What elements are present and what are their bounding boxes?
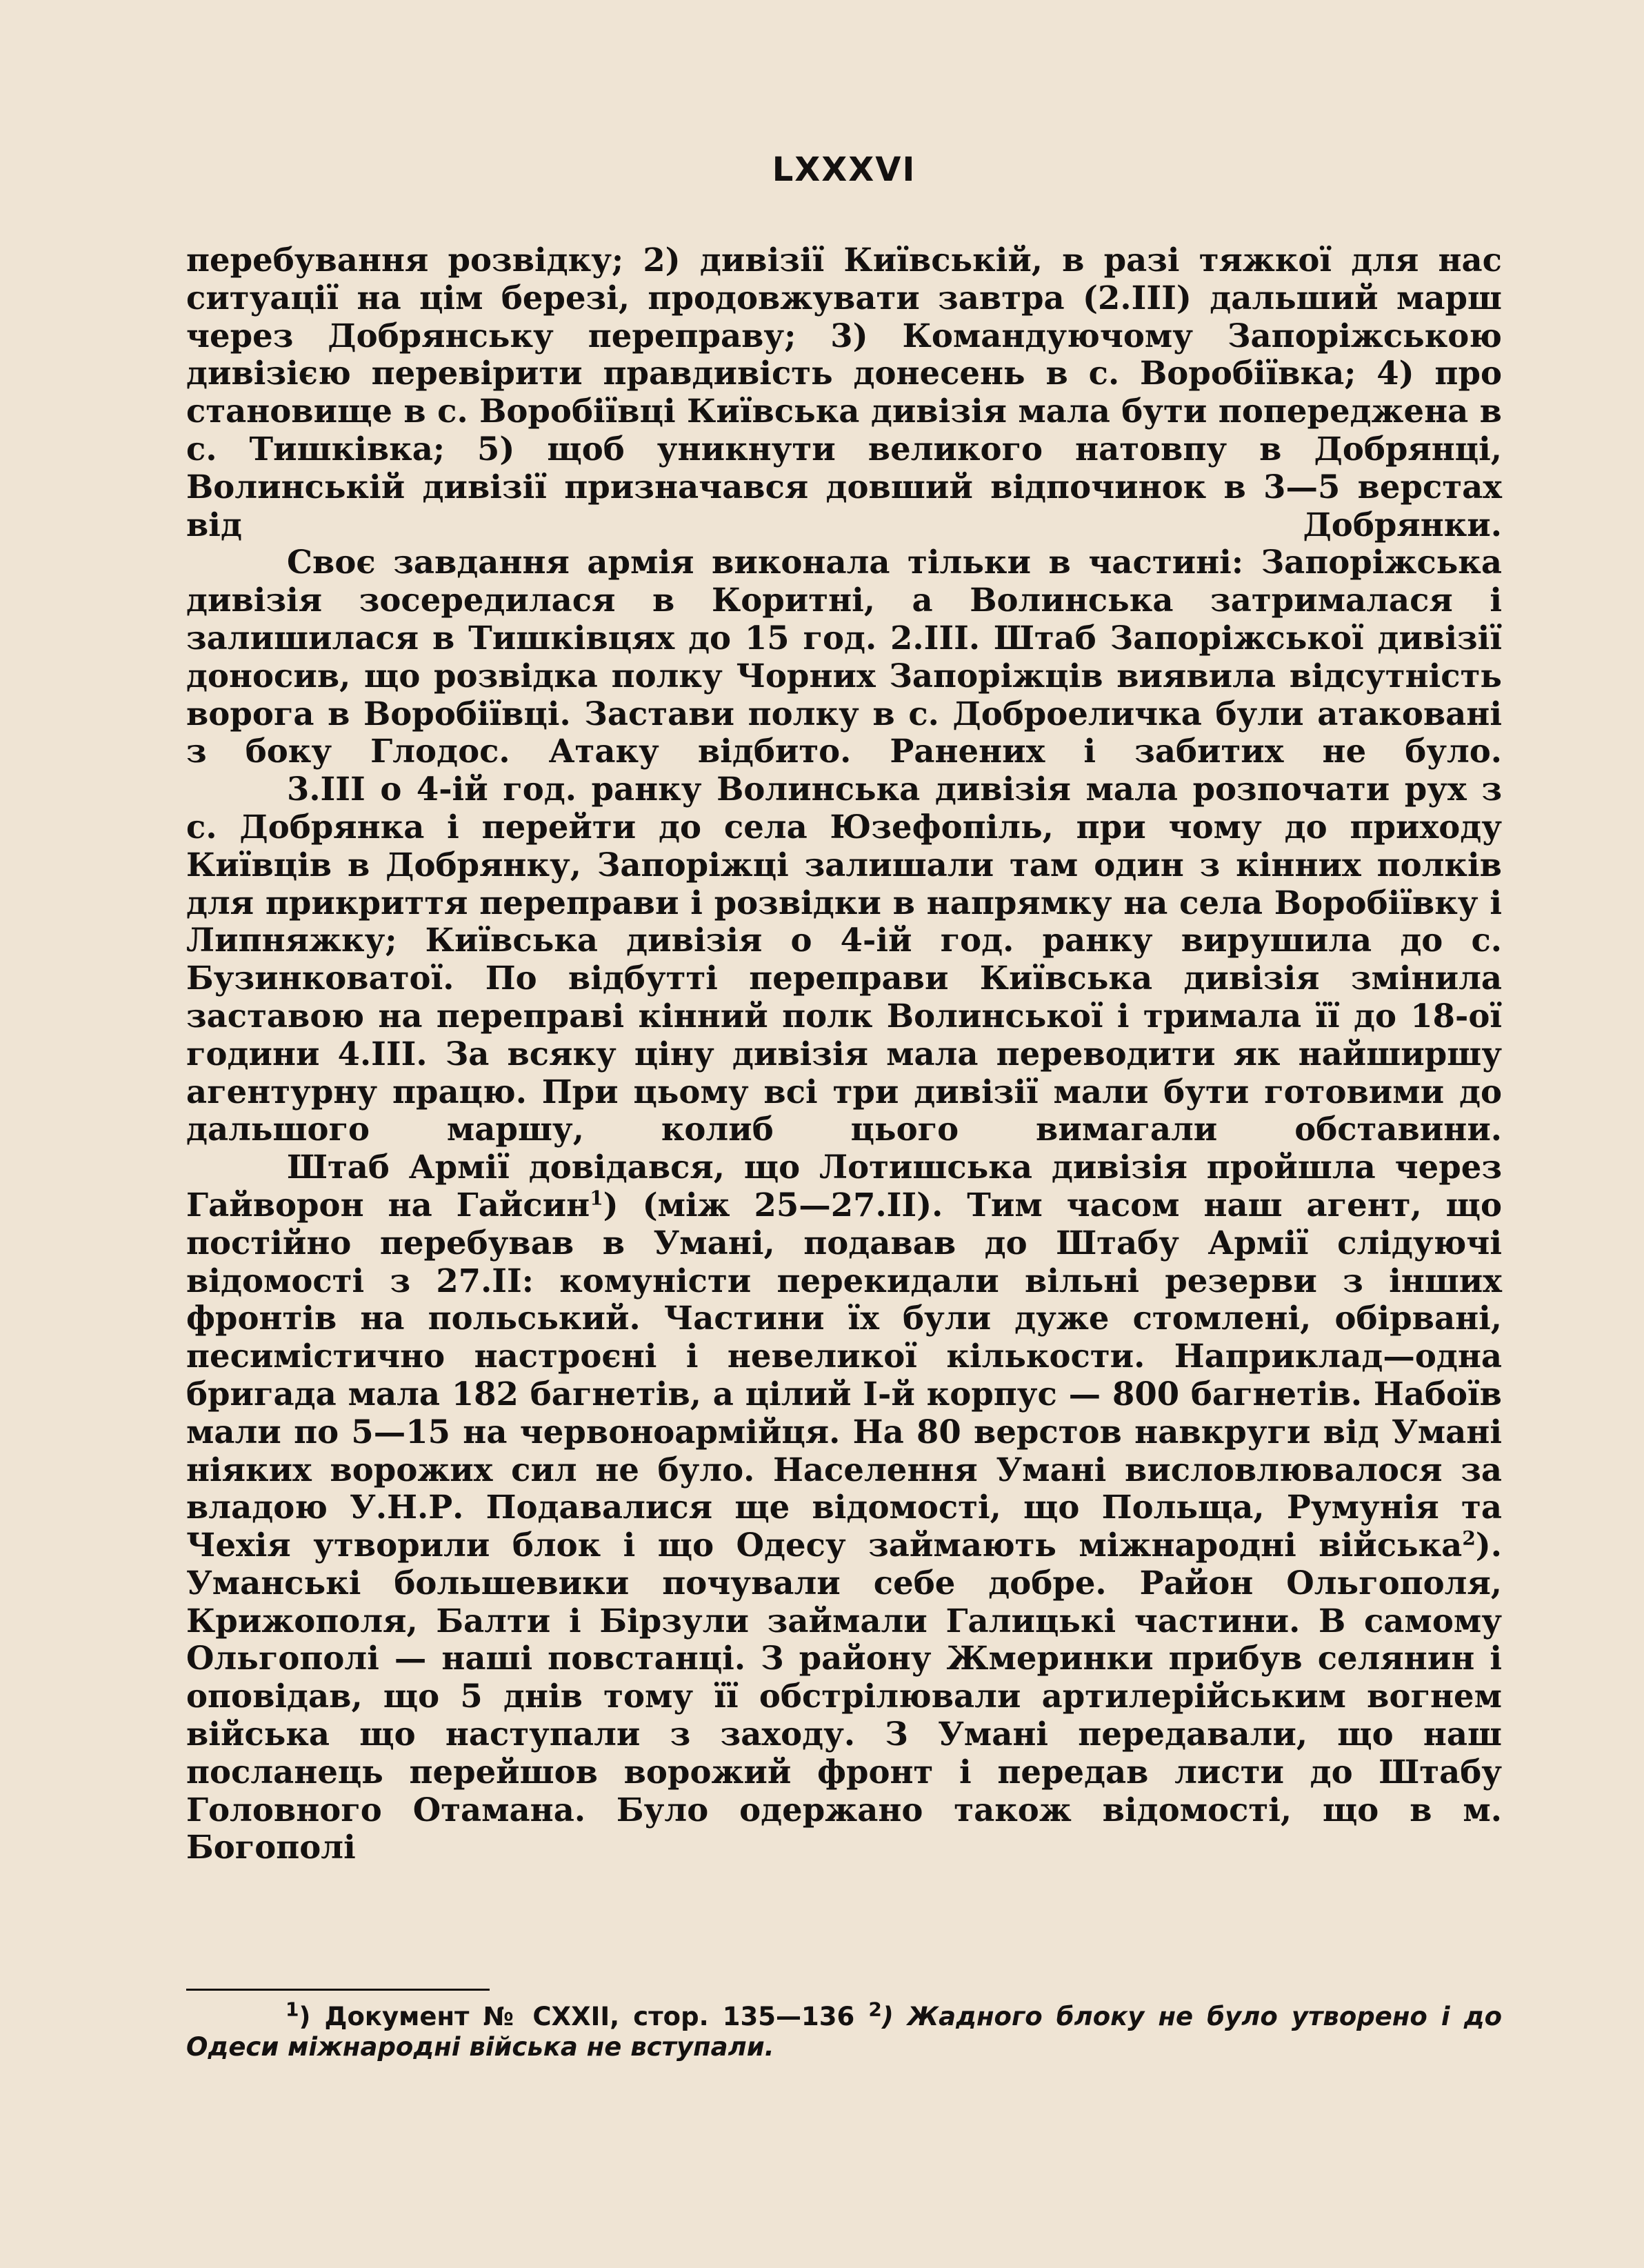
footnote-ref-2: 2 [1462, 1526, 1476, 1550]
document-page [186, 0, 1502, 2268]
footnote-divider [186, 1989, 490, 1991]
paragraph-4-text-a: Штаб Армії довідався, що Лотишська дивізія пройшла через Гайворон на Гайсин [186, 1148, 1502, 1224]
paragraph-1 [186, 241, 1502, 544]
paragraph-4-text-b: ) (між 25—27.II). Тим часом наш агент, що постійно перебував в Умані, подавав до Штабу Армії слідуючі відомості з 27.II: комуністи перекидали вільні резерви з інших фронтів на польський. Частини їх були дуже стомлені, обірвані, песимістично настроєні і невеликої кількости. Наприклад—одна бригада мала 182 багнетів, а цілий І-й корпус — 800 багнетів. Набоїв мали по 5—15 на червоноармійця. На 80 верстов навкруги від Умані ніяких ворожих сил не було. Населення Умані висловлювалося за владою У.Н.Р. Подавалися ще відомості, що Польща, Румунія та Чехія утворили блок і що Одесу займають міжнародні війська [186, 1185, 1503, 1564]
footnote-1-text: ) Документ № CXXII, стор. 135—136 [299, 2002, 855, 2031]
footnote-2-text: ) Жадного блоку не було утворено і до Одеси міжнародні війська не вступали. [186, 2002, 1502, 2062]
footnote-2-mark: 2 [868, 1998, 882, 2021]
page-number: LXXXVI [772, 150, 916, 189]
paragraph-2-text: Своє завдання армія виконала тільки в частині: Запоріжська дивізія зосередилася в Коритні, а Волинська затрималася і залишилася в Тишківцях до 15 год. 2.III. Штаб Запоріжської дивізії доносив, що розвідка полку Чорних Запоріжців виявила відсутність ворога в Воробіївці. Застави полку в с. Доброеличка були атаковані з боку Глодос. Атаку відбито. Ранених і забитих не було. [186, 543, 1502, 770]
paragraph-3 [186, 770, 1502, 1148]
footnote-ref-1: 1 [590, 1186, 603, 1210]
paragraph-4 [186, 1148, 1502, 1867]
body-text [186, 241, 1502, 1867]
paragraph-3-text: 3.III о 4-ій год. ранку Волинська дивізія мала розпочати рух з с. Добрянка і перейти до села Юзефопіль, при чому до приходу Київців в Добрянку, Запоріжці залишали там один з кінних полків для прикриття переправи і розвідки в напрямку на села Воробіївку і Липняжку; Київська дивізія о 4-ій год. ранку вирушила до с. Бузинковатої. По відбутті переправи Київська дивізія змінила заставою на переправі кінний полк Волинської і тримала її до 18-ої години 4.III. За всяку ціну дивізія мала переводити як найширшу агентурну працю. При цьому всі три дивізії мали бути готовими до дальшого маршу, колиб цього вимагали обставини. [186, 770, 1502, 1148]
paragraph-1-text: перебування розвідку; 2) дивізії Київській, в разі тяжкої для нас ситуації на цім березі, продовжувати завтра (2.III) дальший марш через Добрянську переправу; 3) Командуючому Запоріжською дивізією перевірити правдивість донесень в с. Воробіївка; 4) про становище в с. Воробіївці Київська дивізія мала бути попереджена в с. Тишківка; 5) щоб уникнути великого натовпу в Добрянці, Волинській дивізії призначався довший відпочинок в 3—5 верстах від Добрянки. [186, 241, 1502, 544]
footnotes [186, 1998, 1502, 2062]
paragraph-2 [186, 544, 1502, 770]
paragraph-4-text-c: ). Уманські большевики почували себе добре. Район Ольгополя, Крижополя, Балти і Бірзули займали Галицькі частини. В самому Ольгополі — наші повстанці. З району Жмеринки прибув селянин і оповідав, що 5 днів тому її обстрілювали артилерійським вогнем війська що наступали з заходу. З Умані передавали, що наш посланець перейшов ворожий фронт і передав листи до Штабу Головного Отамана. Було одержано також відомості, що в м. Богополі [186, 1526, 1502, 1867]
footnote-1-mark: 1 [285, 1998, 299, 2021]
